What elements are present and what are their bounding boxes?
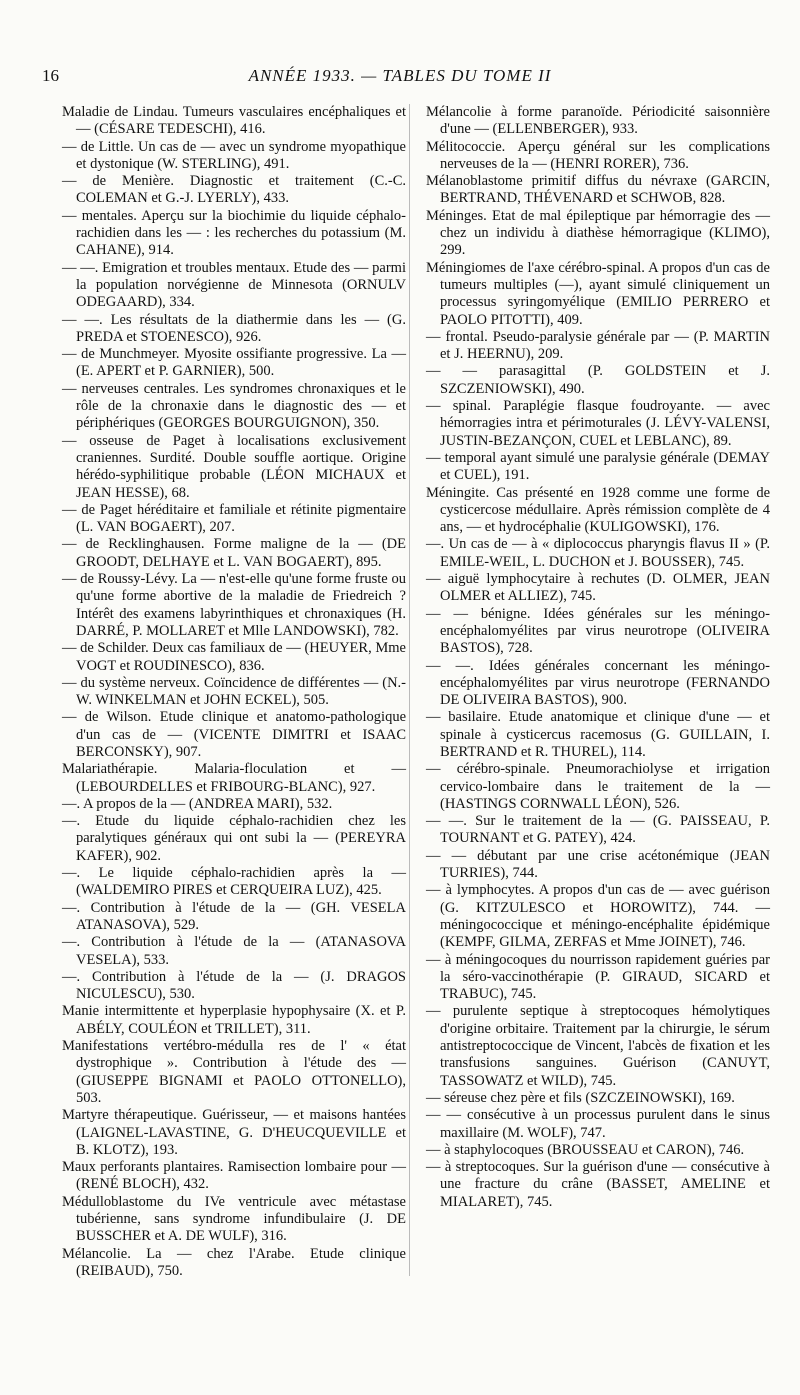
index-entry: — de Paget héréditaire et familiale et rétinite pigmentaire (L. VAN BOGAERT), 207.: [62, 501, 406, 536]
index-entry: —. Contribution à l'étude de la — (GH. VESELA ATANASOVA), 529.: [62, 899, 406, 933]
index-entry: Méningite. Cas présenté en 1928 comme une forme de cysticercose médullaire. Après rémission complète de 4 ans, — et hydrocéphalie (KULIGOWSKI), 176.: [426, 484, 770, 536]
index-entry: Méninges. Etat de mal épileptique par hémorragie des — chez un individu à diathèse hémorragique (KLIMO), 299.: [426, 207, 770, 259]
index-entry: —. Le liquide céphalo-rachidien après la — (WALDEMIRO PIRES et CERQUEIRA LUZ), 425.: [62, 865, 406, 899]
index-entry: Mélancolie à forme paranoïde. Périodicité saisonnière d'une — (ELLENBERGER), 933.: [426, 104, 770, 138]
index-entry: Malariathérapie. Malaria-floculation et — (LEBOURDELLES et FRIBOURG-BLANC), 927.: [62, 761, 406, 795]
index-entry: Méningiomes de l'axe cérébro-spinal. A propos d'un cas de tumeurs multiples (—), ayant simulé cliniquement un processus syringomyélique (EMILIO PERRERO et PAOLO PITOTTI), 409.: [426, 259, 770, 328]
running-title: ANNÉE 1933. — TABLES DU TOME II: [248, 66, 552, 85]
index-entry: — — consécutive à un processus purulent dans le sinus maxillaire (M. WOLF), 747.: [426, 1107, 770, 1141]
index-entry: Maladie de Lindau. Tumeurs vasculaires encéphaliques et — (CÉSARE TEDESCHI), 416.: [62, 104, 406, 138]
index-entry: Martyre thérapeutique. Guérisseur, — et maisons hantées (LAIGNEL-LAVASTINE, G. D'HEUCQUEVILLE et B. KLOTZ), 193.: [62, 1107, 406, 1158]
index-entry: —. Un cas de — à « diplococcus pharyngis flavus II » (P. EMILE-WEIL, L. DUCHON et J. BOUSSER), 745.: [426, 536, 770, 570]
page-number: 16: [42, 66, 59, 85]
index-entry: — temporal ayant simulé une paralysie générale (DEMAY et CUEL), 191.: [426, 449, 770, 484]
index-entry: — spinal. Paraplégie flasque foudroyante. — avec hémorragies intra et périmoturales (J. LÉVY-VALENSI, JUSTIN-BEZANÇON, CUEL et LEBLANC), 89.: [426, 398, 770, 449]
index-entry: — frontal. Pseudo-paralysie générale par — (P. MARTIN et J. HEERNU), 209.: [426, 328, 770, 363]
index-entry: — à streptocoques. Sur la guérison d'une — consécutive à une fracture du crâne (BASSET, AMELINE et MIALARET), 745.: [426, 1159, 770, 1210]
index-entry: — — débutant par une crise acétonémique (JEAN TURRIES), 744.: [426, 847, 770, 882]
index-entry: — à méningocoques du nourrisson rapidement guéries par la séro-vaccinothérapie (P. GIRAUD, SICARD et TRABUC), 745.: [426, 951, 770, 1003]
index-entry: Médulloblastome du IVe ventricule avec métastase tubérienne, sans syndrome infundibulaire (J. DE BUSSCHER et A. DE WULF), 316.: [62, 1193, 406, 1245]
page-header: [40, 66, 760, 90]
index-entry: —. Etude du liquide céphalo-rachidien chez les paralytiques généraux qui ont subi la — (PEREYRA KAFER), 902.: [62, 813, 406, 864]
index-entry: — de Menière. Diagnostic et traitement (C.-C. COLEMAN et G.-J. LYERLY), 433.: [62, 173, 406, 207]
index-entry: — —. Emigration et troubles mentaux. Etude des — parmi la population norvégienne de Minnesota (ORNULV ODEGAARD), 334.: [62, 259, 406, 311]
index-entry: —. Contribution à l'étude de la — (ATANASOVA VESELA), 533.: [62, 934, 406, 968]
index-entry: — —. Sur le traitement de la — (G. PAISSEAU, P. TOURNANT et G. PATEY), 424.: [426, 813, 770, 847]
index-entry: — — parasagittal (P. GOLDSTEIN et J. SZCZENIOWSKI), 490.: [426, 363, 770, 397]
index-entry: — de Recklinghausen. Forme maligne de la — (DE GROODT, DELHAYE et L. VAN BOGAERT), 895.: [62, 536, 406, 570]
index-entry: — de Wilson. Etude clinique et anatomo-pathologique d'un cas de — (VICENTE DIMITRI et ISAAC BERCONSKY), 907.: [62, 709, 406, 760]
index-entry: — aiguë lymphocytaire à rechutes (D. OLMER, JEAN OLMER et ALLIEZ), 745.: [426, 571, 770, 605]
index-entry: — mentales. Aperçu sur la biochimie du liquide céphalo-rachidien dans les — : les recherches du potassium (M. CAHANE), 914.: [62, 207, 406, 259]
column-divider: [409, 104, 410, 1276]
index-entry: — basilaire. Etude anatomique et clinique d'une — et spinale à cysticercus racemosus (G. GUILLAIN, I. BERTRAND et R. THUREL), 114.: [426, 709, 770, 760]
index-entry: — cérébro-spinale. Pneumorachiolyse et irrigation cervico-lombaire dans le traitement de la — (HASTINGS CORNWALL LÉON), 526.: [426, 761, 770, 812]
index-entry: — à lymphocytes. A propos d'un cas de — avec guérison (G. KITZULESCO et HOROWITZ), 744. — méningococcique et méningo-encéphalite épidémique (KEMPF, GILMA, ZERFAS et Mme JOINET), 746.: [426, 882, 770, 951]
index-entry: — de Munchmeyer. Myosite ossifiante progressive. La — (E. APERT et P. GARNIER), 500.: [62, 346, 406, 380]
index-entry: — à staphylocoques (BROUSSEAU et CARON), 746.: [426, 1141, 745, 1158]
index-entry: — séreuse chez père et fils (SZCZEINOWSKI), 169.: [426, 1089, 735, 1106]
index-entry: — de Roussy-Lévy. La — n'est-elle qu'une forme fruste ou qu'une forme abortive de la maladie de Friedreich ? Intérêt des examens labyrinthiques et chronaxiques (H. DARRÉ, P. MOLLARET et Mlle LANDOWSKI), 782.: [62, 571, 406, 639]
index-entry: Manie intermittente et hyperplasie hypophysaire (X. et P. ABÉLY, COULÉON et TRILLET), 311.: [62, 1003, 406, 1037]
index-entry: — de Schilder. Deux cas familiaux de — (HEUYER, Mme VOGT et ROUDINESCO), 836.: [62, 640, 406, 674]
index-entry: Mélancolie. La — chez l'Arabe. Etude clinique (REIBAUD), 750.: [62, 1245, 406, 1279]
index-entry: — nerveuses centrales. Les syndromes chronaxiques et le rôle de la chronaxie dans le diagnostic des — et périphériques (GEORGES BOURGUIGNON), 350.: [62, 380, 406, 432]
index-entry: — —. Les résultats de la diathermie dans les — (G. PREDA et STOENESCO), 926.: [62, 311, 406, 345]
index-entry: — osseuse de Paget à localisations exclusivement craniennes. Surdité. Double souffle aortique. Origine hérédo-syphilitique probable (LÉON MICHAUX et JEAN HESSE), 68.: [62, 432, 406, 501]
index-entry: Manifestations vertébro-médulla res de l' « état dystrophique ». Contribution à l'étude des — (GIUSEPPE BIGNAMI et PAOLO OTTONELLO), 503.: [62, 1038, 406, 1106]
index-entry: —. Contribution à l'étude de la — (J. DRAGOS NICULESCU), 530.: [62, 968, 406, 1003]
index-entry: — du système nerveux. Coïncidence de différentes — (N.-W. WINKELMAN et JOHN ECKEL), 505.: [62, 674, 406, 709]
index-entry: — de Little. Un cas de — avec un syndrome myopathique et dystonique (W. STERLING), 491.: [62, 138, 406, 172]
left-column: [62, 104, 406, 1280]
index-entry: Mélanoblastome primitif diffus du névraxe (GARCIN, BERTRAND, THÉVENARD et SCHWOB, 828.: [426, 173, 770, 207]
index-entry: —. A propos de la — (ANDREA MARI), 532.: [62, 795, 333, 812]
index-entry: Maux perforants plantaires. Ramisection lombaire pour — (RENÉ BLOCH), 432.: [62, 1159, 406, 1193]
index-entry: — —. Idées générales concernant les méningo-encéphalomyélites par virus neurotrope (FERNANDO DE OLIVEIRA BASTOS), 900.: [426, 657, 770, 709]
index-entry: — purulente septique à streptocoques hémolytiques d'origine orbitaire. Traitement par la chirurgie, le sérum antistreptococcique de Vincent, l'abcès de fixation et les transfusions sanguines. Guérison (CANUYT, TASSOWATZ et WILD), 745.: [426, 1003, 770, 1089]
right-column: [426, 104, 770, 1211]
index-entry: Mélitococcie. Aperçu général sur les complications nerveuses de la — (HENRI RORER), 736.: [426, 138, 770, 172]
index-entry: — — bénigne. Idées générales sur les méningo-encéphalomyélites par virus neurotrope (OLIVEIRA BASTOS), 728.: [426, 605, 770, 657]
